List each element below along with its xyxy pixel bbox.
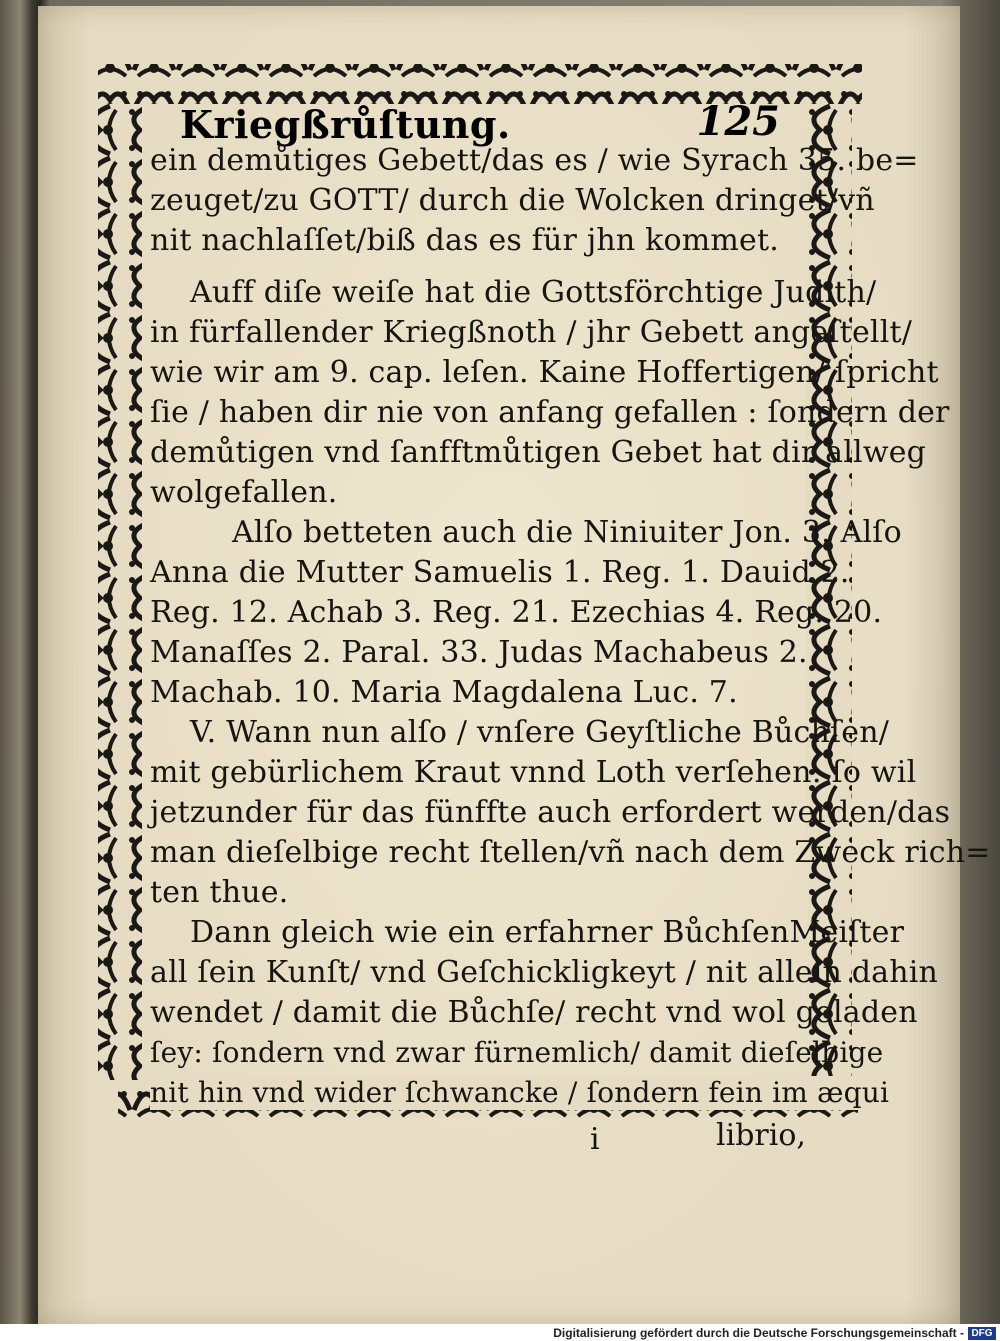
text-line: wendet / damit die Bůchſe/ recht vnd wol geladen bbox=[150, 995, 918, 1030]
text-line: demůtigen vnd ſanfftmůtigen Gebet hat dir allweg bbox=[150, 435, 927, 470]
footer-attribution: Digitalisierung gefördert durch die Deutsche Forschungsgemeinschaft - bbox=[553, 1326, 964, 1340]
text-line: Anna die Mutter Samuelis 1. Reg. 1. Dauid 2. bbox=[150, 555, 850, 590]
footer-bar bbox=[0, 1324, 1000, 1341]
text-line: ten thue. bbox=[150, 875, 289, 910]
text-line: Alſo betteten auch die Niniuiter Jon. 3. Alſo bbox=[232, 515, 902, 550]
text-line: ſie / haben dir nie von anfang gefallen : ſondern der bbox=[150, 395, 950, 430]
text-line: nit nachlaſſet/biß das es für jhn kommet. bbox=[150, 223, 779, 258]
text-line: all ſein Kunſt/ vnd Geſchickligkeyt / nit allein dahin bbox=[150, 955, 939, 990]
text-line: man dieſelbige recht ſtellen/vñ nach dem Zweck rich= bbox=[150, 835, 991, 870]
text-line: V. Wann nun alſo / vnſere Geyſtliche Bůchſen/ bbox=[190, 715, 890, 750]
page-number: 125 bbox=[696, 98, 780, 145]
text-line: nit hin vnd wider ſchwancke / ſondern fein im æqui bbox=[150, 1076, 893, 1110]
dfg-logo: DFG bbox=[968, 1327, 996, 1340]
text-line: ſey: ſondern vnd zwar fürnemlich/ damit dieſelbige bbox=[150, 1036, 884, 1069]
text-line: Reg. 12. Achab 3. Reg. 21. Ezechias 4. Reg. 20. bbox=[150, 595, 883, 630]
text-line: wie wir am 9. cap. leſen. Kaine Hoffertigen/ ſpricht bbox=[150, 355, 939, 390]
running-head: Kriegßrůſtung. bbox=[180, 102, 511, 147]
text-line: jetzunder für das fünffte auch erfordert werden/das bbox=[150, 795, 951, 830]
text-line: ein demůtiges Gebett/das es / wie Syrach 35. be= bbox=[150, 143, 919, 178]
text-line: Machab. 10. Maria Magdalena Luc. 7. bbox=[150, 675, 738, 710]
text-line: in fürfallender Kriegßnoth / jhr Gebett angeſtellt/ bbox=[150, 315, 913, 350]
text-line: Manaſſes 2. Paral. 33. Judas Machabeus 2. bbox=[150, 635, 808, 670]
text-line: wolgefallen. bbox=[150, 475, 338, 510]
signature-mark: i bbox=[590, 1122, 600, 1157]
text-line: Dann gleich wie ein erfahrner BůchſenMeiſter bbox=[190, 915, 905, 950]
text-line: Auff diſe weiſe hat die Gottsförchtige Judith/ bbox=[190, 275, 877, 310]
text-line: mit gebürlichem Kraut vnnd Loth verſehen: ſo wil bbox=[150, 755, 917, 790]
catchword: librio, bbox=[716, 1118, 806, 1153]
text-line: zeuget/zu GOTT/ durch die Wolcken dringet/vñ bbox=[150, 183, 875, 218]
